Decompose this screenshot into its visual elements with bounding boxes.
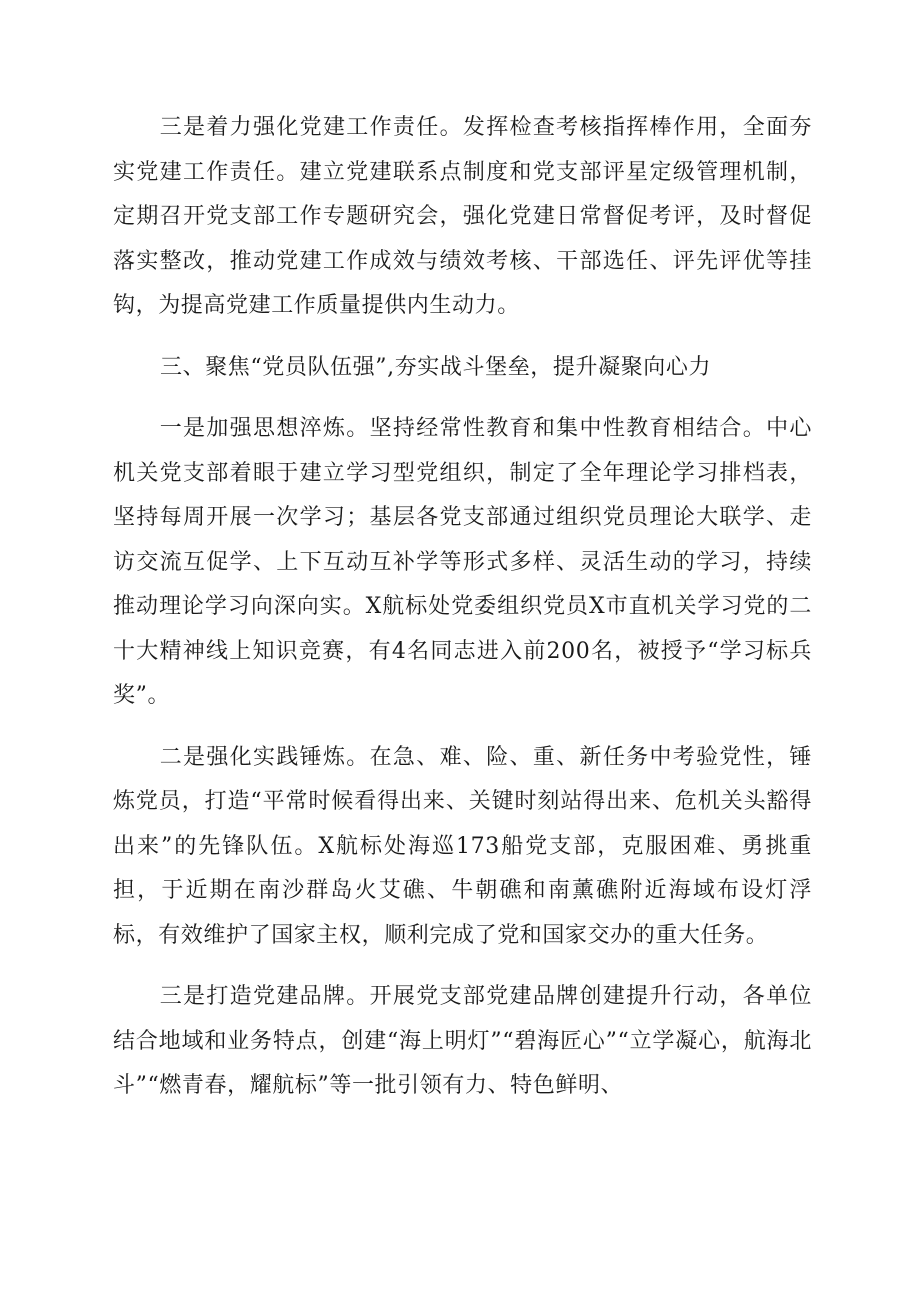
paragraph-practice-training bbox=[0, 736, 920, 959]
paragraph-party-brand bbox=[0, 975, 920, 1109]
section-heading: 三、聚焦“党员队伍强”,夯实战斗堡垒，提升凝聚向心力 bbox=[160, 354, 712, 380]
document-body bbox=[0, 106, 920, 1126]
paragraph-text: 三是打造党建品牌。开展党支部党建品牌创建提升行动，各单位结合地域和业务特点，创建“海上明灯”“碧海匠心”“立学凝心，航海北斗”“燃青春，耀航标”等一批引领有力、特色鲜明、 bbox=[113, 984, 812, 1098]
paragraph-text: 一是加强思想淬炼。坚持经常性教育和集中性教育相结合。中心机关党支部着眼于建立学习型党组织，制定了全年理论学习排档表，坚持每周开展一次学习；基层各党支部通过组织党员理论大联学、走访交流互促学、上下互动互补学等形式多样、灵活生动的学习，持续推动理论学习向深向实。X航标处党委组织党员X市直机关学习党的二十大精神线上知识竞赛，有4名同志进入前200名，被授予“学习标兵奖”。 bbox=[113, 416, 812, 708]
paragraph-text: 二是强化实践锤炼。在急、难、险、重、新任务中考验党性，锤炼党员，打造“平常时候看得出来、关键时刻站得出来、危机关头豁得出来”的先锋队伍。X航标处海巡173船党支部，克服困难、勇挑重担，于近期在南沙群岛火艾礁、牛朝礁和南薰礁附近海域布设灯浮标，有效维护了国家主权，顺利完成了党和国家交办的重大任务。 bbox=[113, 744, 812, 948]
paragraph-ideological-training bbox=[0, 407, 920, 719]
paragraph-party-building-responsibility bbox=[0, 106, 920, 329]
paragraph-text: 三是着力强化党建工作责任。发挥检查考核指挥棒作用，全面夯实党建工作责任。建立党建联系点制度和党支部评星定级管理机制，定期召开党支部工作专题研究会，强化党建日常督促考评，及时督促落实整改，推动党建工作成效与绩效考核、干部选任、评先评优等挂钩，为提高党建工作质量提供内生动力。 bbox=[113, 115, 812, 318]
